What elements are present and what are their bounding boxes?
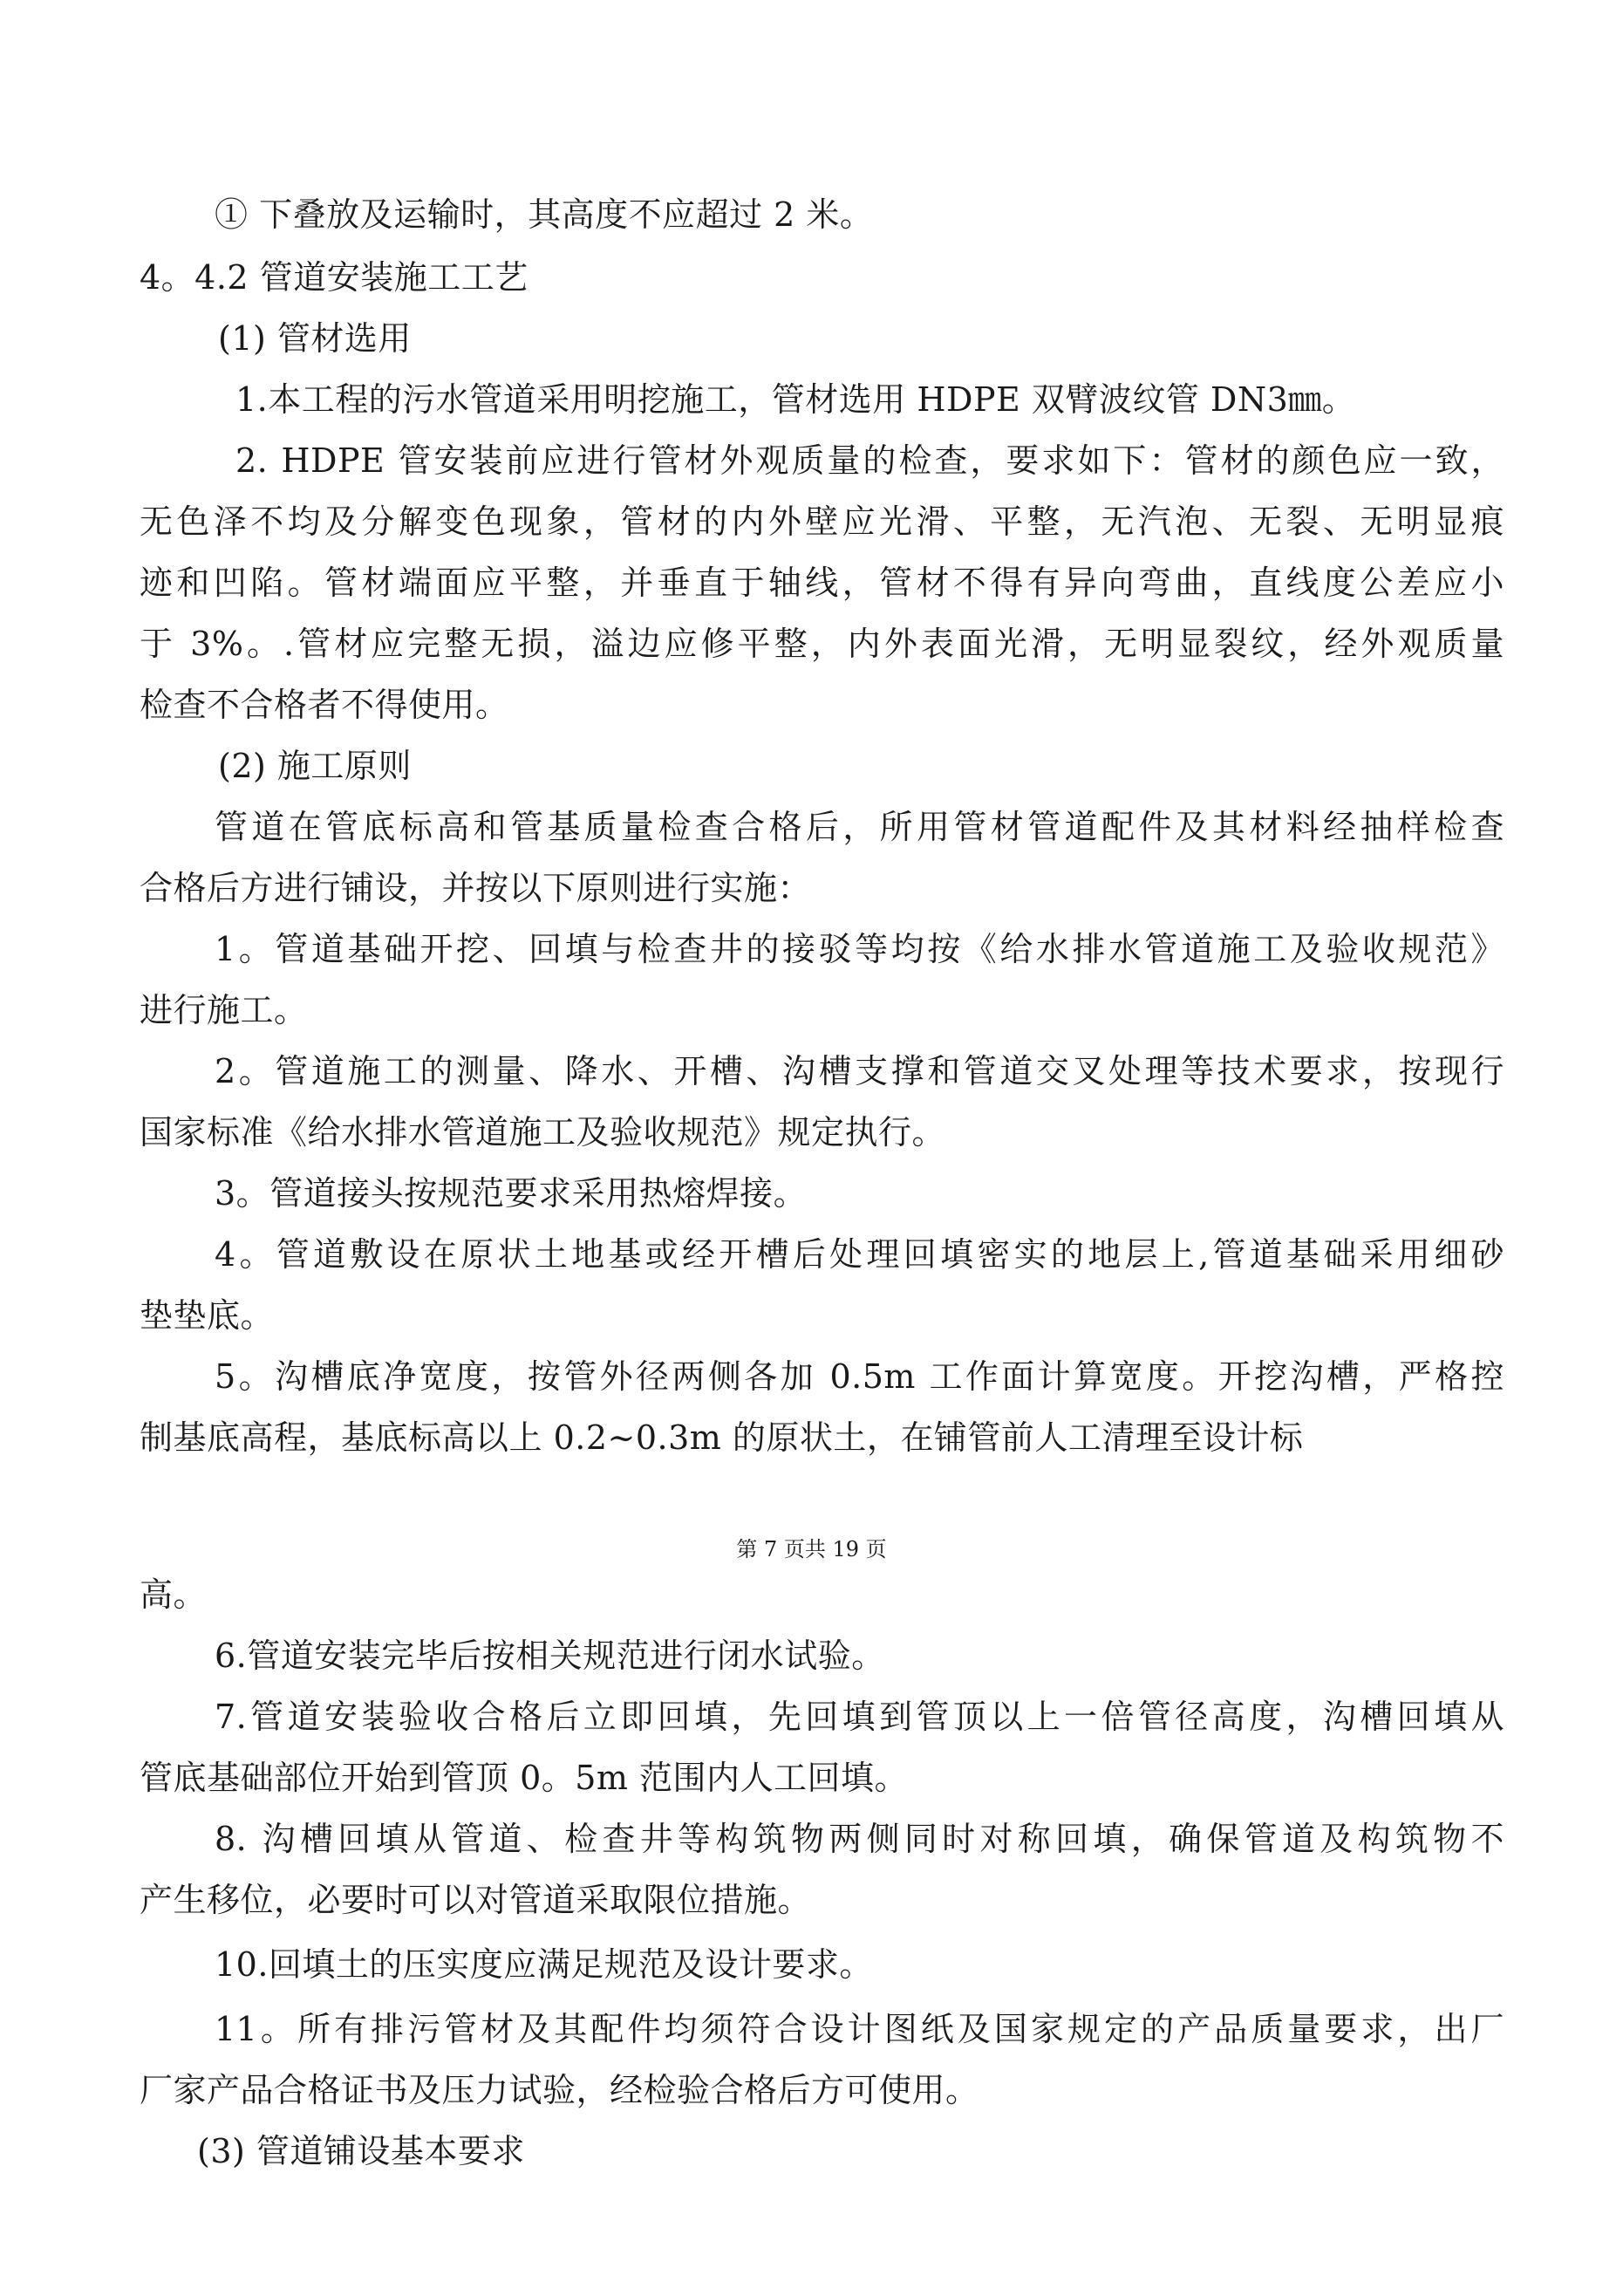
section-heading: 4。4.2 管道安装施工工艺 (140, 258, 528, 297)
text-line: 管底基础部位开始到管顶 0。5m 范围内人工回填。 (140, 1759, 909, 1797)
subsection-heading: (3) 管道铺设基本要求 (197, 2132, 525, 2170)
text-line: 合格后方进行铺设，并按以下原则进行实施： (140, 869, 812, 907)
subsection-heading: (2) 施工原则 (218, 747, 412, 785)
text-line: 4。管道敷设在原状土地基或经开槽后处理回填密实的地层上,管道基础采用细砂 (215, 1235, 1504, 1274)
text-line: ① 下叠放及运输时，其高度不应超过 2 米。 (215, 195, 874, 234)
subsection-heading: (1) 管材选用 (218, 319, 412, 358)
text-line: 8. 沟槽回填从管道、检查井等构筑物两侧同时对称回填，确保管道及构筑物不 (215, 1820, 1504, 1858)
text-line: 国家标准《给水排水管道施工及验收规范》规定执行。 (140, 1113, 946, 1151)
text-line: 1.本工程的污水管道采用明挖施工，管材选用 HDPE 双臂波纹管 DN3㎜。 (235, 380, 1356, 419)
page-number-footer: 第 7 页共 19 页 (736, 1537, 887, 1561)
text-line: 于 3%。.管材应完整无损，溢边应修平整，内外表面光滑，无明显裂纹，经外观质量 (140, 625, 1504, 663)
text-line: 管道在管底标高和管基质量检查合格后，所用管材管道配件及其材料经抽样检查 (215, 808, 1504, 846)
text-line: 11。所有排污管材及其配件均须符合设计图纸及国家规定的产品质量要求，出厂 (215, 2010, 1504, 2048)
text-line: 2。管道施工的测量、降水、开槽、沟槽支撑和管道交叉处理等技术要求，按现行 (215, 1052, 1504, 1090)
text-line: 10.回填土的压实度应满足规范及设计要求。 (215, 1945, 873, 1984)
text-line: 高。 (140, 1575, 208, 1614)
text-line: 1。管道基础开挖、回填与检查井的接驳等均按《给水排水管道施工及验收规范》 (215, 930, 1504, 968)
text-line: 无色泽不均及分解变色现象，管材的内外壁应光滑、平整，无汽泡、无裂、无明显痕 (140, 502, 1504, 541)
text-line: 厂家产品合格证书及压力试验，经检验合格后方可使用。 (140, 2071, 979, 2109)
text-line: 检查不合格者不得使用。 (140, 686, 509, 724)
text-line: 迹和凹陷。管材端面应平整，并垂直于轴线，管材不得有异向弯曲，直线度公差应小 (140, 564, 1504, 602)
text-line: 5。沟槽底净宽度，按管外径两侧各加 0.5m 工作面计算宽度。开挖沟槽，严格控 (215, 1357, 1504, 1396)
text-line: 进行施工。 (140, 991, 308, 1029)
text-line: 制基底高程，基底标高以上 0.2~0.3m 的原状土，在铺管前人工清理至设计标 (140, 1418, 1304, 1457)
text-line: 垫垫底。 (140, 1296, 275, 1335)
text-line: 6.管道安装完毕后按相关规范进行闭水试验。 (215, 1637, 885, 1675)
text-line: 3。管道接头按规范要求采用热熔焊接。 (215, 1174, 808, 1213)
text-line: 2. HDPE 管安装前应进行管材外观质量的检查，要求如下：管材的颜色应一致， (235, 441, 1504, 480)
text-line: 7.管道安装验收合格后立即回填，先回填到管顶以上一倍管径高度，沟槽回填从 (215, 1698, 1504, 1736)
text-line: 产生移位，必要时可以对管道采取限位措施。 (140, 1881, 812, 1919)
